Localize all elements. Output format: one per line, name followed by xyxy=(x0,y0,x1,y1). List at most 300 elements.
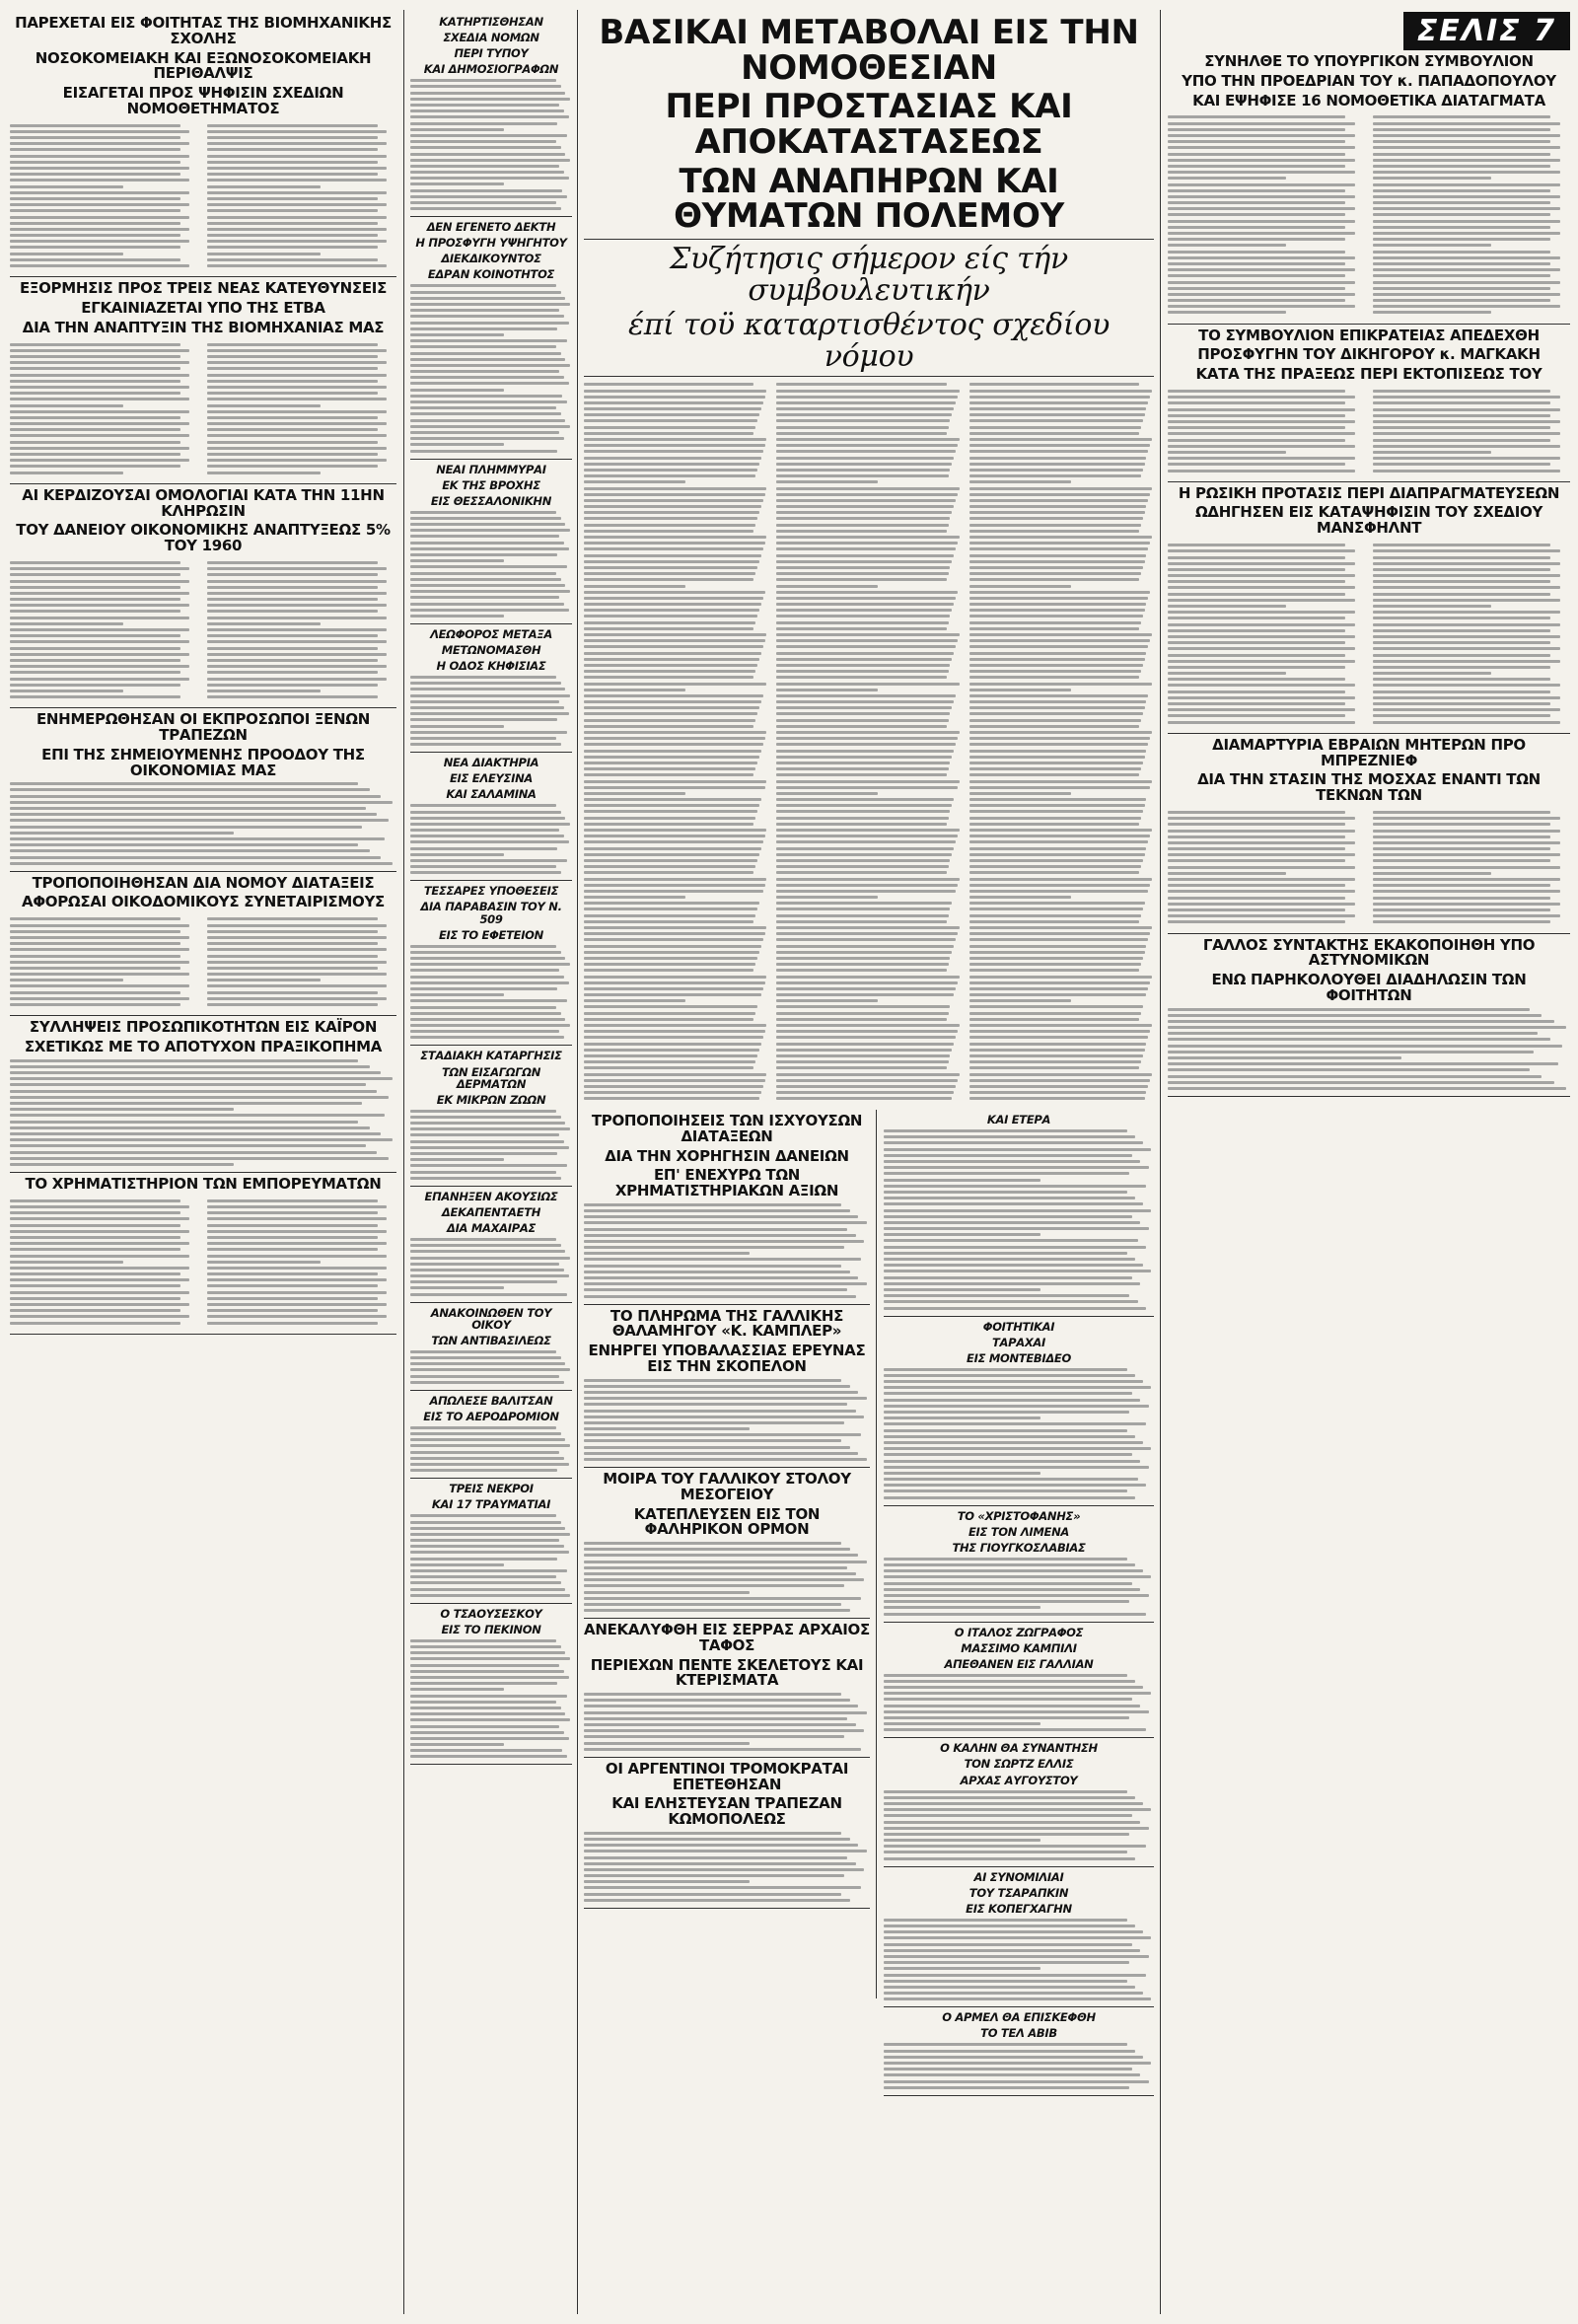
text-line xyxy=(207,253,321,255)
text-line xyxy=(10,209,180,212)
text-line xyxy=(776,390,959,393)
text-line xyxy=(776,615,950,617)
text-line xyxy=(584,1748,861,1751)
text-line xyxy=(1168,432,1355,435)
article-body xyxy=(584,1832,870,1902)
text-line xyxy=(10,997,189,1000)
text-line xyxy=(410,1133,559,1136)
text-line xyxy=(1168,690,1345,693)
text-line xyxy=(584,865,755,868)
text-line xyxy=(969,694,1149,697)
text-line xyxy=(884,1478,1138,1481)
text-line xyxy=(410,993,504,996)
text-line xyxy=(776,1085,956,1088)
text-line xyxy=(10,374,189,377)
text-line xyxy=(969,823,1139,826)
text-line xyxy=(776,767,948,770)
article-headline: ΚΑΤΑ ΤΗΣ ΠΡΑΞΕΩΣ ΠΕΡΙ ΕΚΤΟΠΙΣΕΩΣ ΤΟΥ xyxy=(1195,365,1542,384)
text-line xyxy=(969,1036,1149,1039)
text-line xyxy=(410,835,564,837)
text-line xyxy=(10,1297,180,1300)
text-line xyxy=(1373,890,1560,893)
text-line xyxy=(884,1239,1138,1242)
text-line xyxy=(410,1238,556,1241)
text-line xyxy=(10,228,189,231)
text-line xyxy=(776,750,954,753)
text-line xyxy=(584,1868,864,1871)
text-line xyxy=(1168,823,1345,826)
text-line xyxy=(776,920,946,923)
text-line xyxy=(410,853,504,856)
text-line xyxy=(969,1085,1149,1088)
text-line xyxy=(776,835,958,837)
text-line xyxy=(1168,920,1345,923)
text-line xyxy=(1168,562,1355,565)
text-line xyxy=(410,400,567,403)
text-line xyxy=(969,413,1145,416)
text-line xyxy=(969,1018,1139,1021)
page-number-label: ΣΕΛΙΣ 7 xyxy=(1403,12,1570,50)
text-line xyxy=(10,819,389,822)
text-line xyxy=(969,566,1143,569)
text-line xyxy=(1373,823,1550,826)
text-line xyxy=(584,780,766,783)
text-line xyxy=(776,493,958,496)
text-line xyxy=(1168,903,1355,906)
text-line xyxy=(776,621,948,624)
text-line xyxy=(410,291,561,294)
text-line xyxy=(884,1202,1143,1205)
text-line xyxy=(1373,311,1491,314)
article-headline: ΠΑΡΕΧΕΤΑΙ ΕΙΣ ΦΟΙΤΗΤΑΣ ΤΗΣ ΒΙΟΜΗΧΑΝΙΚΗΣ ΣΧΟΛΗΣ xyxy=(15,14,392,47)
text-line xyxy=(969,817,1141,820)
text-line xyxy=(776,524,948,527)
text-line xyxy=(584,1862,856,1865)
text-line xyxy=(1373,666,1550,669)
text-line xyxy=(10,410,189,413)
text-line xyxy=(1168,580,1345,583)
text-line xyxy=(410,153,565,156)
article-headline: ΤΟ ΣΥΜΒΟΥΛΙΟΝ ΕΠΙΚΡΑΤΕΙΑΣ ΑΠΕΔΕΧΘΗ xyxy=(1198,326,1540,344)
text-line xyxy=(969,773,1139,776)
text-line xyxy=(584,712,757,715)
text-line xyxy=(884,1839,1040,1842)
text-line xyxy=(1373,195,1560,198)
text-line xyxy=(207,453,378,456)
text-line xyxy=(584,1288,847,1291)
text-line xyxy=(1373,281,1560,284)
text-line xyxy=(884,2080,1149,2083)
text-line xyxy=(969,1097,1145,1100)
text-line xyxy=(207,185,321,188)
text-line xyxy=(1168,1014,1542,1017)
text-line xyxy=(1168,684,1355,687)
article-headline: ΣΤΑΔΙΑΚΗ ΚΑΤΑΡΓΗΣΙΣ xyxy=(420,1049,562,1063)
text-line xyxy=(1373,859,1550,862)
text-line xyxy=(1168,1075,1542,1078)
text-line xyxy=(776,932,958,935)
text-line xyxy=(884,1692,1151,1695)
text-line xyxy=(969,762,1143,764)
article-headline: ΕΙΣ ΚΟΠΕΓΧΑΓΗΝ xyxy=(966,1901,1072,1916)
text-line xyxy=(207,167,387,170)
article-headline: ΕΠΑΝΗΞΕΝ ΑΚΟΥΣΙΩΣ xyxy=(424,1189,558,1203)
text-line xyxy=(410,596,559,599)
article-separator xyxy=(410,1390,572,1391)
text-line xyxy=(884,1129,1127,1132)
text-line xyxy=(10,1144,366,1147)
text-line xyxy=(969,731,1152,734)
text-line xyxy=(1168,1068,1530,1071)
text-line xyxy=(584,1276,858,1279)
text-line xyxy=(584,1049,759,1052)
text-line xyxy=(584,401,763,404)
text-line xyxy=(884,1215,1132,1218)
text-line xyxy=(1168,232,1355,235)
text-line xyxy=(1168,599,1355,602)
text-line xyxy=(884,2056,1143,2059)
article-headline: ΑΝΑΚΟΙΝΩΘΕΝ ΤΟΥ ΟΙΚΟΥ xyxy=(430,1305,552,1332)
text-line xyxy=(410,743,561,746)
text-line xyxy=(584,621,755,624)
text-line xyxy=(410,1438,565,1441)
text-line xyxy=(969,407,1147,410)
text-line xyxy=(1168,140,1345,143)
text-line xyxy=(584,1844,858,1847)
text-line xyxy=(10,246,180,249)
text-line xyxy=(884,1680,1135,1683)
text-line xyxy=(1373,177,1491,180)
text-line xyxy=(1373,420,1560,423)
text-line xyxy=(1168,408,1355,411)
text-line xyxy=(584,1742,750,1745)
text-line xyxy=(1373,708,1560,711)
text-line xyxy=(584,493,765,496)
text-line xyxy=(207,264,387,267)
text-line xyxy=(1373,574,1560,577)
text-line xyxy=(410,542,564,545)
article-body xyxy=(884,2043,1154,2088)
text-line xyxy=(969,530,1139,533)
text-line xyxy=(776,566,950,569)
text-line xyxy=(969,706,1145,709)
article-headline: ΕΓΚΑΙΝΙΑΖΕΤΑΙ ΥΠΟ ΤΗΣ ΕΤΒΑ xyxy=(81,298,325,317)
text-line xyxy=(584,1403,847,1406)
text-line xyxy=(10,984,189,987)
text-line xyxy=(410,511,556,514)
text-line xyxy=(1168,177,1286,180)
text-line xyxy=(207,1236,378,1239)
text-line xyxy=(207,580,387,583)
text-line xyxy=(1373,256,1560,259)
article xyxy=(10,1174,396,1335)
text-line xyxy=(410,303,570,306)
text-line xyxy=(207,234,378,237)
text-line xyxy=(776,712,950,715)
text-line xyxy=(1373,654,1550,657)
article-headline: ΕΙΣ ΤΟ ΠΕΚΙΝΟΝ xyxy=(441,1622,541,1636)
article-headline: ΕΙΣ ΤΟ ΑΕΡΟΔΡΟΜΙΟΝ xyxy=(423,1409,559,1423)
text-line xyxy=(410,1116,561,1119)
text-line xyxy=(969,560,1145,563)
text-line xyxy=(410,333,504,336)
text-line xyxy=(1373,721,1560,724)
text-line xyxy=(207,1297,378,1300)
text-line xyxy=(776,829,959,832)
text-line xyxy=(207,1255,387,1258)
text-line xyxy=(1168,251,1345,254)
text-line xyxy=(584,1036,763,1039)
text-line xyxy=(410,712,569,715)
article-headline: ΠΕΡΙ ΤΥΠΟΥ xyxy=(454,46,529,61)
text-line xyxy=(410,195,567,198)
text-line xyxy=(969,585,1071,588)
text-line xyxy=(969,700,1147,703)
text-line xyxy=(1373,414,1550,417)
article-headline: ΣΧΕΤΙΚΩΣ ΜΕ ΤΟ ΑΠΟΤΥΧΟΝ ΠΡΑΞΙΚΟΠΗΜΑ xyxy=(24,1037,383,1055)
text-line xyxy=(1168,401,1345,404)
text-line xyxy=(1168,866,1355,869)
text-line xyxy=(410,865,556,868)
text-line xyxy=(884,1405,1149,1408)
text-line xyxy=(207,567,387,570)
text-line xyxy=(884,1466,1149,1469)
text-line xyxy=(410,1558,557,1561)
text-line xyxy=(1168,159,1355,162)
text-line xyxy=(207,136,378,139)
text-line xyxy=(969,603,1147,606)
article-body xyxy=(410,1110,572,1180)
text-line xyxy=(410,1444,570,1447)
text-line xyxy=(776,1073,959,1076)
text-line xyxy=(884,1949,1140,1952)
text-line xyxy=(969,750,1147,753)
article xyxy=(884,1321,1154,1506)
article xyxy=(1168,735,1570,934)
text-line xyxy=(410,1731,564,1734)
text-line xyxy=(410,425,570,428)
text-line xyxy=(10,991,180,994)
text-line xyxy=(10,1278,189,1281)
text-line xyxy=(1168,213,1345,216)
text-line xyxy=(584,1446,850,1449)
text-line xyxy=(10,1242,189,1245)
article-body xyxy=(884,1558,1154,1616)
text-line xyxy=(1168,884,1345,887)
article-separator xyxy=(10,707,396,708)
text-line xyxy=(10,1096,389,1099)
text-line xyxy=(1373,599,1560,602)
text-line xyxy=(969,542,1151,545)
text-line xyxy=(776,1060,948,1063)
text-line xyxy=(969,981,1151,984)
text-line xyxy=(10,604,189,607)
text-line xyxy=(1168,115,1345,118)
text-line xyxy=(10,148,180,151)
text-line xyxy=(410,1651,565,1654)
text-line xyxy=(969,786,1151,789)
text-line xyxy=(1168,574,1355,577)
text-line xyxy=(1168,470,1355,472)
article-separator xyxy=(10,1334,396,1335)
text-line xyxy=(584,823,753,826)
text-line xyxy=(584,1203,841,1206)
text-line xyxy=(584,1699,850,1702)
article-headline: ΤΟ ΠΛΗΡΩΜΑ ΤΗΣ ΓΑΛΛΙΚΗΣ ΘΑΛΑΜΗΓΟΥ «Κ. ΚΑΜΠΛΕΡ» xyxy=(610,1306,844,1341)
article-separator xyxy=(584,1304,870,1305)
text-line xyxy=(207,561,378,564)
text-line xyxy=(207,695,378,698)
article-headline: ΠΡΟΣΦΥΓΗΝ ΤΟΥ ΔΙΚΗΓΟΡΟΥ κ. ΜΑΓΚΑΚΗ xyxy=(1197,345,1541,364)
lead-text-column xyxy=(969,380,1154,1103)
text-line xyxy=(410,547,569,550)
text-line xyxy=(969,487,1152,490)
article-body xyxy=(410,1639,572,1759)
text-line xyxy=(10,930,180,933)
text-line xyxy=(1168,305,1355,308)
text-line xyxy=(410,437,564,440)
text-line xyxy=(1168,311,1286,314)
text-line xyxy=(584,920,753,923)
text-line xyxy=(776,664,950,667)
text-line xyxy=(410,85,561,88)
text-line xyxy=(207,1303,387,1306)
text-line xyxy=(884,1997,1151,2000)
text-line xyxy=(1373,128,1550,131)
text-line xyxy=(1373,171,1560,174)
text-line xyxy=(410,358,565,361)
text-line xyxy=(410,1725,559,1728)
text-line xyxy=(1373,201,1550,204)
text-line xyxy=(584,1693,841,1696)
text-line xyxy=(1373,445,1560,448)
article xyxy=(410,1307,572,1391)
text-line xyxy=(584,773,753,776)
text-line xyxy=(410,694,570,697)
text-line xyxy=(410,1563,504,1566)
text-line xyxy=(1168,872,1286,875)
text-line xyxy=(776,457,954,460)
text-line xyxy=(776,810,950,813)
text-line xyxy=(10,142,189,145)
article-separator xyxy=(10,1172,396,1173)
text-line xyxy=(207,130,387,133)
text-line xyxy=(969,969,1139,972)
text-line xyxy=(584,658,759,661)
text-line xyxy=(584,1271,850,1273)
text-line xyxy=(969,524,1141,527)
text-line xyxy=(776,847,954,850)
text-line xyxy=(584,1416,864,1418)
text-line xyxy=(884,1489,1127,1492)
text-line xyxy=(10,1230,189,1233)
text-line xyxy=(884,1191,1127,1194)
text-line xyxy=(584,383,753,386)
text-line xyxy=(1168,445,1355,448)
text-line xyxy=(207,1211,378,1214)
text-line xyxy=(584,1228,847,1231)
article xyxy=(410,16,572,217)
text-line xyxy=(969,725,1139,728)
text-line xyxy=(207,665,387,668)
text-line xyxy=(969,810,1143,813)
text-line xyxy=(207,622,321,625)
article-separator xyxy=(584,1467,870,1468)
article xyxy=(410,757,572,881)
text-line xyxy=(776,823,946,826)
text-line xyxy=(776,645,956,648)
text-line xyxy=(584,1030,765,1033)
text-line xyxy=(969,627,1139,630)
text-line xyxy=(1373,251,1550,254)
text-line xyxy=(584,1060,755,1063)
text-line xyxy=(410,1569,567,1572)
text-line xyxy=(776,1097,952,1100)
text-line xyxy=(884,1728,1146,1731)
text-line xyxy=(776,1005,950,1008)
text-line xyxy=(10,955,180,958)
text-line xyxy=(776,689,878,691)
article-headline: ΜΕΤΩΝΟΜΑΣΘΗ xyxy=(441,642,541,657)
text-line xyxy=(207,416,378,419)
text-line xyxy=(10,684,180,687)
text-line xyxy=(969,853,1145,856)
text-line xyxy=(1373,623,1560,626)
text-line xyxy=(207,592,387,595)
text-line xyxy=(410,957,565,960)
text-line xyxy=(776,450,956,453)
article-headline: ΝΕΑ ΔΙΑΚΤΗΡΙΑ xyxy=(443,756,539,770)
text-line xyxy=(410,370,559,373)
article-separator xyxy=(884,1866,1154,1867)
text-line xyxy=(776,1030,958,1033)
text-line xyxy=(1168,853,1355,856)
text-line xyxy=(10,386,189,389)
text-line xyxy=(207,573,378,576)
text-line xyxy=(884,1925,1135,1927)
article-separator xyxy=(410,459,572,460)
text-line xyxy=(776,700,954,703)
text-line xyxy=(884,1558,1127,1561)
text-line xyxy=(10,240,189,243)
text-line xyxy=(584,1091,761,1094)
lead-headline-line-1: ΒΑΣΙΚΑΙ ΜΕΤΑΒΟΛΑΙ ΕΙΣ ΤΗΝ ΝΟΜΟΘΕΣΙΑΝ xyxy=(599,13,1139,88)
text-line xyxy=(410,189,562,192)
text-line xyxy=(584,1391,858,1394)
text-line xyxy=(776,908,950,910)
text-line xyxy=(207,984,387,987)
text-line xyxy=(584,645,763,648)
text-line xyxy=(776,419,950,422)
text-line xyxy=(207,640,387,643)
text-line xyxy=(207,930,378,933)
text-line xyxy=(776,597,956,600)
text-line xyxy=(776,859,950,862)
text-line xyxy=(776,976,959,979)
text-line xyxy=(969,1066,1139,1069)
text-line xyxy=(1373,451,1491,454)
text-line xyxy=(1168,672,1286,675)
text-line xyxy=(969,633,1152,636)
text-line xyxy=(207,967,378,970)
text-line xyxy=(10,441,180,444)
text-line xyxy=(1373,238,1550,241)
text-line xyxy=(776,914,948,917)
text-line xyxy=(969,926,1152,929)
text-line xyxy=(207,124,378,127)
article-headline: ΤΟ «ΧΡΙΣΤΟΦΑΝΗΣ» xyxy=(957,1508,1081,1523)
text-line xyxy=(410,553,557,556)
